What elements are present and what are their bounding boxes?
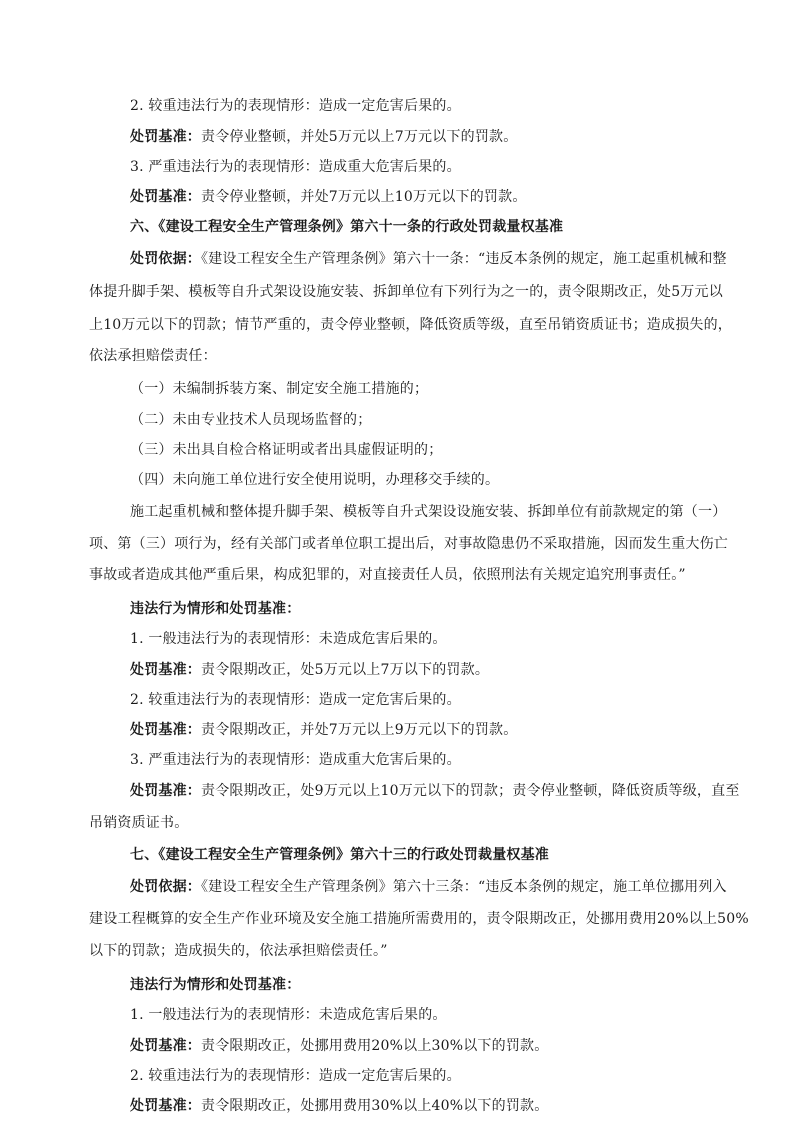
grounds-label: 处罚依据：	[130, 879, 201, 895]
list-item: （四）未向施工单位进行安全使用说明，办理移交手续的。	[130, 472, 500, 488]
basis-label: 处罚基准：	[130, 783, 201, 799]
text-line: 处罚依据：《建设工程安全生产管理条例》第六十三条：“违反本条例的规定，施工单位挪用列入	[130, 879, 727, 895]
text-line: 处罚基准：责令停业整顿，并处5万元以上7万元以下的罚款。	[130, 129, 518, 145]
basis-label: 处罚基准：	[130, 662, 201, 678]
basis-label: 处罚基准：	[130, 1038, 201, 1054]
text-line: 2. 较重违法行为的表现情形：造成一定危害后果的。	[130, 1068, 461, 1084]
text-line: 体提升脚手架、模板等自升式架设设施安装、拆卸单位有下列行为之一的，责令限期改正，处5万元以	[89, 284, 723, 300]
basis-label: 处罚基准：	[130, 129, 201, 145]
text-line: 2. 较重违法行为的表现情形：造成一定危害后果的。	[130, 98, 461, 114]
section-heading-7: 七、《建设工程安全生产管理条例》第六十三的行政处罚裁量权基准	[130, 847, 549, 863]
text-line: 1. 一般违法行为的表现情形：未造成危害后果的。	[130, 631, 447, 647]
section-heading-6: 六、《建设工程安全生产管理条例》第六十一条的行政处罚裁量权基准	[130, 219, 564, 235]
text-line: 3. 严重违法行为的表现情形：造成重大危害后果的。	[130, 159, 461, 175]
list-item: （三）未出具自检合格证明或者出具虚假证明的；	[130, 442, 443, 458]
text-line: 处罚基准：责令限期改正，处5万元以上7万以下的罚款。	[130, 662, 490, 678]
text-line: 施工起重机械和整体提升脚手架、模板等自升式架设设施安装、拆卸单位有前款规定的第（一）	[130, 504, 727, 520]
text-line: 建设工程概算的安全生产作业环境及安全施工措施所需费用的，责令限期改正，处挪用费用20%以上50%	[89, 911, 749, 927]
subheading: 违法行为情形和处罚基准：	[130, 601, 301, 617]
text-line: 处罚基准：责令限期改正，并处7万元以上9万元以下的罚款。	[130, 722, 518, 738]
text-line: 处罚基准：责令限期改正，处挪用费用20%以上30%以下的罚款。	[130, 1038, 549, 1054]
subheading: 违法行为情形和处罚基准：	[130, 977, 301, 993]
text-line: 2. 较重违法行为的表现情形：造成一定危害后果的。	[130, 692, 461, 708]
list-item: （一）未编制拆装方案、制定安全施工措施的；	[130, 381, 429, 397]
list-item: （二）未由专业技术人员现场监督的；	[130, 412, 372, 428]
grounds-label: 处罚依据：	[130, 251, 201, 267]
text-line: 事故或者造成其他严重后果，构成犯罪的，对直接责任人员，依照刑法有关规定追究刑事责任。”	[89, 567, 686, 583]
basis-label: 处罚基准：	[130, 189, 201, 205]
text-line: 以下的罚款；造成损失的，依法承担赔偿责任。”	[89, 943, 388, 959]
text-line: 1. 一般违法行为的表现情形：未造成危害后果的。	[130, 1007, 447, 1023]
text-line: 处罚依据：《建设工程安全生产管理条例》第六十一条：“违反本条例的规定，施工起重机械和整	[130, 251, 727, 267]
text-line: 处罚基准：责令限期改正，处9万元以上10万元以下的罚款；责令停业整顿，降低资质等级，直至	[130, 783, 740, 799]
text-line: 依法承担赔偿责任：	[89, 348, 217, 364]
basis-label: 处罚基准：	[130, 722, 201, 738]
text-line: 吊销资质证书。	[89, 815, 189, 831]
text-line: 项、第（三）项行为，经有关部门或者单位职工提出后，对事故隐患仍不采取措施，因而发生重大伤亡	[89, 536, 728, 552]
text-line: 处罚基准：责令停业整顿，并处7万元以上10万元以下的罚款。	[130, 189, 527, 205]
text-line: 3. 严重违法行为的表现情形：造成重大危害后果的。	[130, 752, 461, 768]
basis-label: 处罚基准：	[130, 1098, 201, 1114]
text-line: 处罚基准：责令限期改正，处挪用费用30%以上40%以下的罚款。	[130, 1098, 549, 1114]
text-line: 上10万元以下的罚款；情节严重的，责令停业整顿，降低资质等级，直至吊销资质证书；造成损失的，	[89, 317, 733, 333]
